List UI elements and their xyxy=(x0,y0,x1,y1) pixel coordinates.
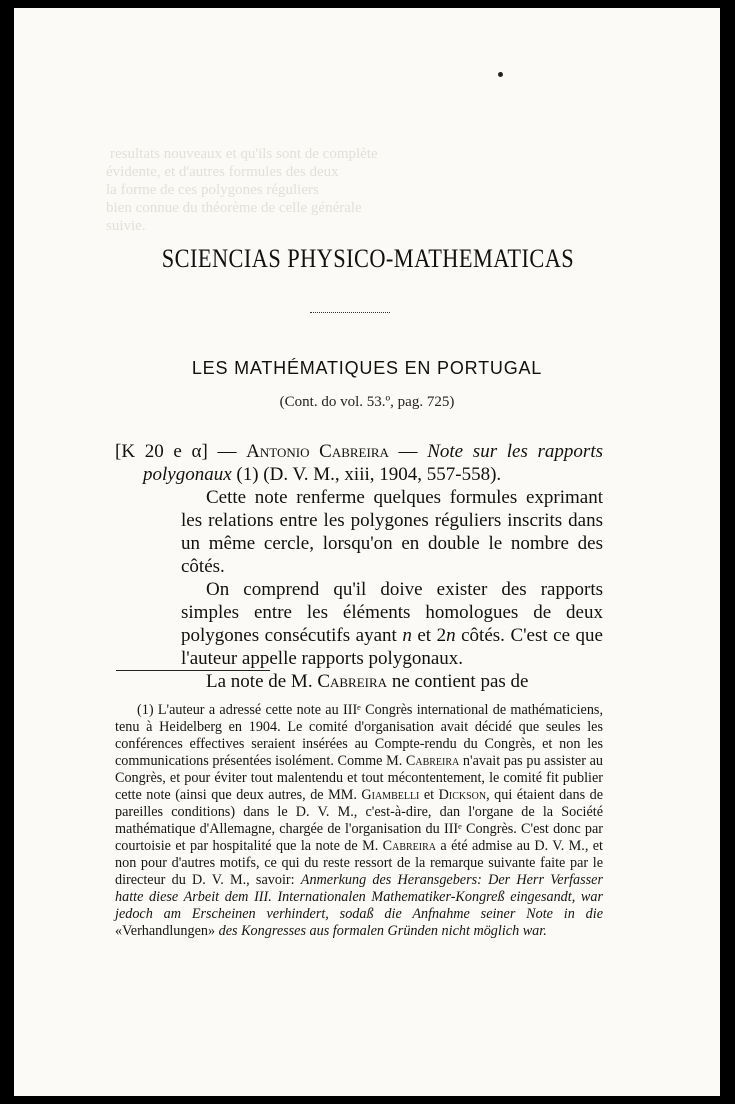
ornamental-rule xyxy=(310,306,390,313)
document-page xyxy=(14,8,720,1096)
paragraph-3 xyxy=(181,670,603,693)
article-title: Note sur les rapports polygonaux xyxy=(143,441,604,485)
person-name: Dickson xyxy=(438,787,487,803)
classification-code: [K 20 e α] xyxy=(115,441,208,462)
entry-heading xyxy=(115,440,603,486)
continuation-note: (Cont. do vol. 53.º, pag. 725) xyxy=(279,394,455,410)
bleed-through-line: évidente, et d'autres formules des deux xyxy=(106,164,339,180)
text: ne contient pas de xyxy=(387,671,529,692)
footnote xyxy=(115,702,603,940)
text: , qui étaient dans de pareilles conditions) dans le D. V. M., c'est-à-dire, dan l'organe de la Société mathématique d'Allemagne, chargée de l'organisation du IIIᵉ Congrès. C'est donc par courtoisie et par hospitalité que la note de M. xyxy=(115,787,604,854)
author-name: Antonio Cabreira xyxy=(246,441,389,462)
page-headline: SCIENCIAS PHYSICO-MATHEMATICAS xyxy=(161,244,575,273)
author-name: Cabreira xyxy=(317,671,388,692)
entry-body xyxy=(181,486,603,693)
bleed-through-line: la forme de ces polygones réguliers xyxy=(106,182,319,198)
person-name: Giambelli xyxy=(361,787,420,803)
dash: — xyxy=(207,441,247,462)
text: On comprend qu'il doive exister des rapports simples entre les éléments homologues de deux polygones consécutifs ayant xyxy=(181,579,603,646)
text: La note de M. xyxy=(206,671,318,692)
person-name: Cabreira xyxy=(382,838,436,854)
paragraph-2 xyxy=(181,578,603,670)
text: a été admise au D. V. M., et non pour d'autres motifs, ce qui du reste ressort de la remarque suivante faite par le directeur du D. V. M., savoir: xyxy=(115,838,603,888)
text: et 2 xyxy=(411,625,447,646)
section-title: LES MATHÉMATIQUES EN PORTUGAL xyxy=(191,358,543,378)
german-quote: Anmerkung des Heransgebers: Der Herr Verfasser hatte diese Arbeit dem III. Internationalen Mathematiker-Kongreß eingesandt, war jedoch am Erscheinen verhindert, sodaß die Anfnahme seiner Note in die xyxy=(115,872,604,922)
text: n'avait pas pu assister au Congrès, et pour éviter tout malentendu et tout mécontentement, le comité fit publier cette note (ainsi que deux autres, de MM. xyxy=(115,753,603,803)
bleed-through-line: bien connue du théorème de celle générale xyxy=(106,200,362,216)
text: «Verhandlungen» xyxy=(115,923,216,939)
math-var: n xyxy=(402,625,412,646)
footnote-rule xyxy=(116,670,270,671)
person-name: Cabreira xyxy=(405,753,460,769)
dash: — xyxy=(388,441,428,462)
bleed-through-line: suivie. xyxy=(106,218,146,234)
bleed-through-line: resultats nouveaux et qu'ils sont de complète xyxy=(110,146,378,162)
reference: (1) (D. V. M., xiii, 1904, 557-558). xyxy=(231,464,502,485)
math-var: n xyxy=(446,625,456,646)
text: côtés. C'est ce que l'auteur appelle rapports polygonaux. xyxy=(181,625,603,669)
german-quote: des Kongresses aus formalen Gründen nicht möglich war. xyxy=(215,923,547,939)
review-entry xyxy=(115,440,603,693)
ink-dot xyxy=(498,72,503,77)
text: (1) L'auteur a adressé cette note au IIIᵉ Congrès international de mathématiciens, tenu à Heidelberg en 1904. Le comité d'organisation avait décidé que seules les conférences effectives seraient insérées au Compte-rendu du Congrès, et non les communications présentées isolément. Comme M. xyxy=(115,702,603,769)
paragraph-1: Cette note renferme quelques formules exprimant les relations entre les polygones réguliers inscrits dans un même cercle, lorsqu'on en double le nombre des côtés. xyxy=(181,487,603,577)
text: et xyxy=(419,787,439,803)
